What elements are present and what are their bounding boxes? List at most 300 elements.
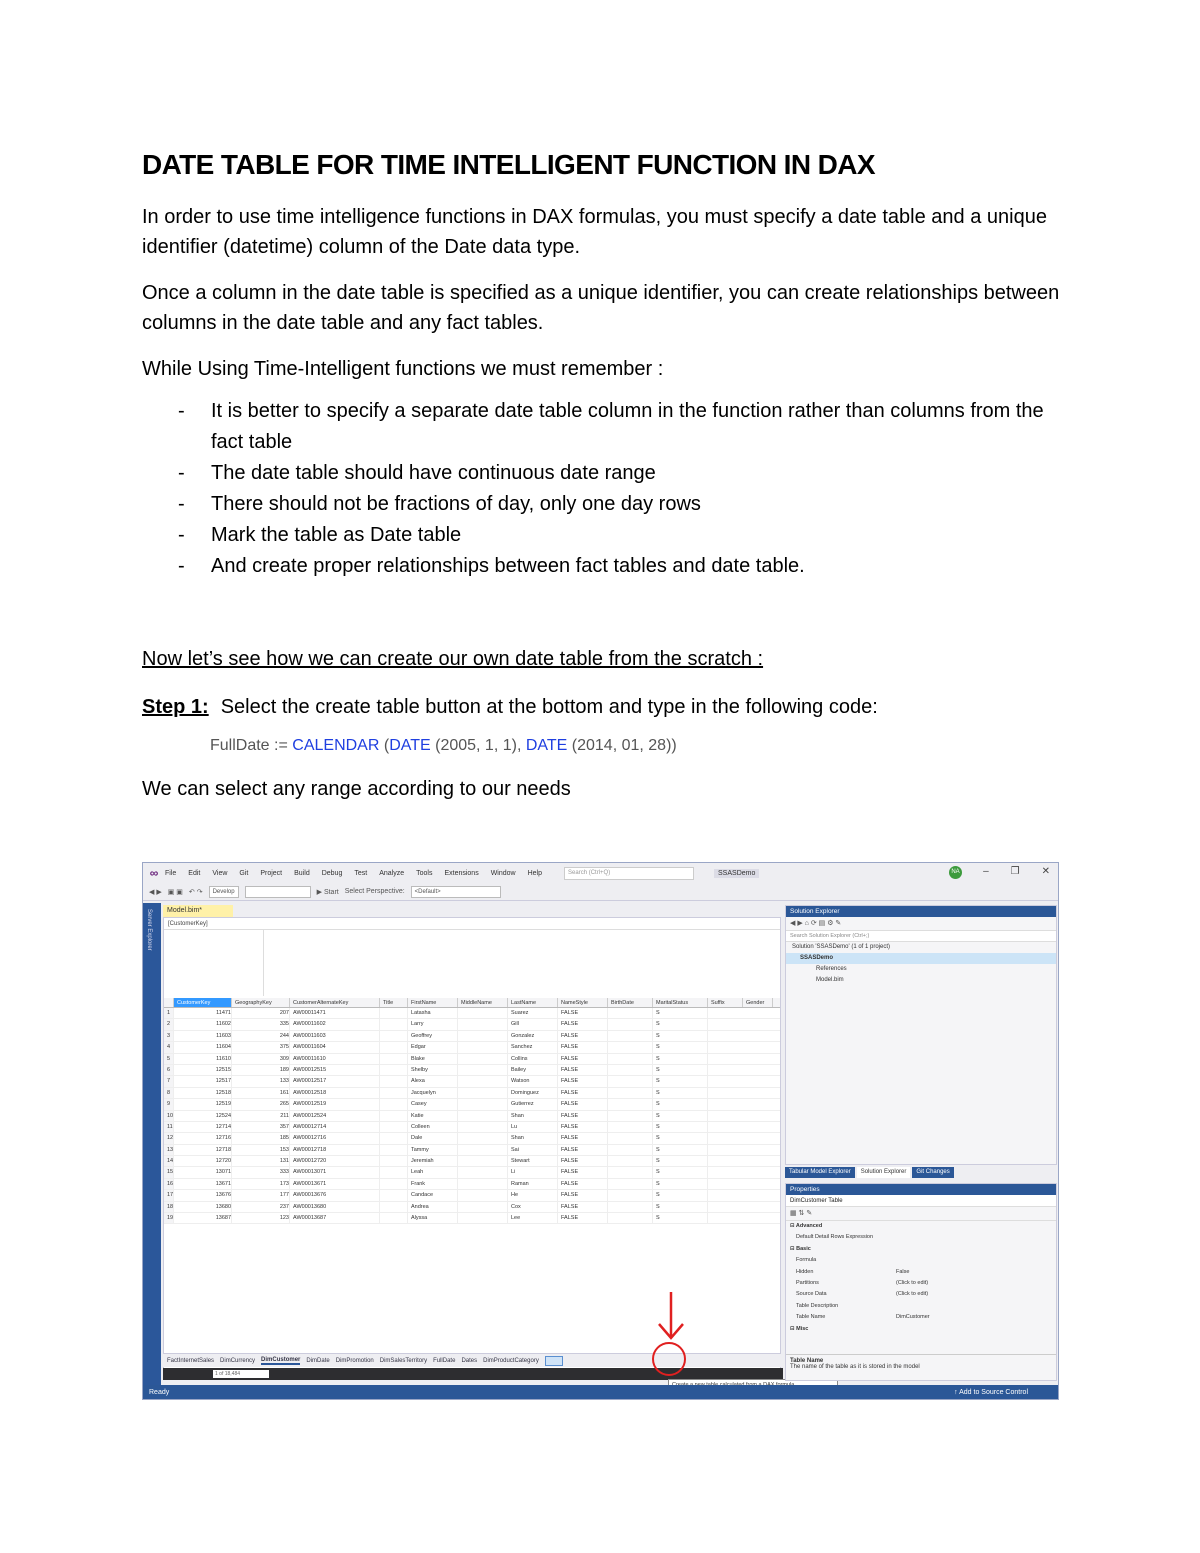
property-category[interactable] bbox=[786, 1221, 1056, 1232]
table-cell[interactable]: S bbox=[653, 1099, 708, 1109]
table-cell[interactable] bbox=[380, 1213, 408, 1223]
column-header[interactable]: Title bbox=[380, 998, 408, 1007]
sheet-tab[interactable]: Dates bbox=[461, 1357, 478, 1364]
table-cell[interactable]: FALSE bbox=[558, 1054, 608, 1064]
table-cell[interactable]: 335 bbox=[232, 1019, 290, 1029]
table-cell[interactable] bbox=[458, 1133, 508, 1143]
close-icon[interactable]: ✕ bbox=[1041, 866, 1050, 877]
table-row[interactable] bbox=[164, 1008, 780, 1019]
tree-item[interactable]: Solution 'SSASDemo' (1 of 1 project) bbox=[792, 944, 891, 950]
table-cell[interactable]: Shan bbox=[508, 1133, 558, 1143]
table-cell[interactable]: Gill bbox=[508, 1019, 558, 1029]
table-cell[interactable]: AW00011610 bbox=[290, 1054, 380, 1064]
table-cell[interactable]: Colleen bbox=[408, 1122, 458, 1132]
table-cell[interactable] bbox=[380, 1122, 408, 1132]
table-row[interactable] bbox=[164, 1088, 780, 1099]
table-cell[interactable] bbox=[458, 1122, 508, 1132]
table-cell[interactable]: 5 bbox=[164, 1054, 174, 1064]
table-cell[interactable]: 185 bbox=[232, 1133, 290, 1143]
table-cell[interactable]: AW00012515 bbox=[290, 1065, 380, 1075]
table-row[interactable] bbox=[164, 1065, 780, 1076]
table-cell[interactable]: S bbox=[653, 1076, 708, 1086]
table-row[interactable] bbox=[164, 1202, 780, 1213]
table-cell[interactable]: 11604 bbox=[174, 1042, 232, 1052]
table-cell[interactable]: S bbox=[653, 1088, 708, 1098]
table-cell[interactable]: 13676 bbox=[174, 1190, 232, 1200]
table-cell[interactable]: FALSE bbox=[558, 1122, 608, 1132]
table-cell[interactable]: 13 bbox=[164, 1145, 174, 1155]
table-cell[interactable]: 18 bbox=[164, 1202, 174, 1212]
table-cell[interactable] bbox=[380, 1190, 408, 1200]
table-cell[interactable]: Andrea bbox=[408, 1202, 458, 1212]
table-cell[interactable]: FALSE bbox=[558, 1156, 608, 1166]
table-cell[interactable] bbox=[458, 1076, 508, 1086]
table-cell[interactable]: AW00011602 bbox=[290, 1019, 380, 1029]
table-cell[interactable]: 3 bbox=[164, 1031, 174, 1041]
table-cell[interactable]: FALSE bbox=[558, 1179, 608, 1189]
table-row[interactable] bbox=[164, 1145, 780, 1156]
tab-model-bim[interactable]: Model.bim* bbox=[163, 905, 233, 917]
table-cell[interactable] bbox=[458, 1213, 508, 1223]
table-cell[interactable]: Larry bbox=[408, 1019, 458, 1029]
avatar[interactable]: NA bbox=[949, 866, 962, 879]
table-row[interactable] bbox=[164, 1076, 780, 1087]
column-header[interactable]: LastName bbox=[508, 998, 558, 1007]
menu-debug[interactable]: Debug bbox=[321, 869, 343, 877]
property-row[interactable] bbox=[786, 1267, 1056, 1278]
table-cell[interactable]: AW00011471 bbox=[290, 1008, 380, 1018]
table-cell[interactable] bbox=[458, 1088, 508, 1098]
table-cell[interactable] bbox=[608, 1156, 653, 1166]
table-cell[interactable]: 4 bbox=[164, 1042, 174, 1052]
property-row[interactable] bbox=[786, 1255, 1056, 1266]
table-cell[interactable]: AW00012519 bbox=[290, 1099, 380, 1109]
table-cell[interactable] bbox=[380, 1202, 408, 1212]
table-cell[interactable]: S bbox=[653, 1122, 708, 1132]
platform-dropdown[interactable] bbox=[245, 886, 311, 898]
table-row[interactable] bbox=[164, 1019, 780, 1030]
table-cell[interactable]: 17 bbox=[164, 1190, 174, 1200]
table-cell[interactable]: Dale bbox=[408, 1133, 458, 1143]
table-cell[interactable]: FALSE bbox=[558, 1042, 608, 1052]
table-cell[interactable] bbox=[458, 1019, 508, 1029]
table-cell[interactable]: FALSE bbox=[558, 1145, 608, 1155]
table-cell[interactable]: 12720 bbox=[174, 1156, 232, 1166]
table-cell[interactable]: 7 bbox=[164, 1076, 174, 1086]
property-row[interactable] bbox=[786, 1289, 1056, 1300]
table-cell[interactable]: 161 bbox=[232, 1088, 290, 1098]
table-cell[interactable]: S bbox=[653, 1145, 708, 1155]
table-cell[interactable]: FALSE bbox=[558, 1111, 608, 1121]
table-cell[interactable]: S bbox=[653, 1213, 708, 1223]
table-cell[interactable]: 11471 bbox=[174, 1008, 232, 1018]
table-cell[interactable] bbox=[458, 1190, 508, 1200]
table-cell[interactable] bbox=[608, 1213, 653, 1223]
property-value[interactable]: (Click to edit) bbox=[896, 1291, 929, 1298]
table-cell[interactable]: AW00012517 bbox=[290, 1076, 380, 1086]
restore-icon[interactable]: ❐ bbox=[1010, 866, 1020, 877]
table-cell[interactable] bbox=[608, 1019, 653, 1029]
menu-analyze[interactable]: Analyze bbox=[379, 869, 405, 877]
table-cell[interactable] bbox=[458, 1065, 508, 1075]
table-cell[interactable]: Gutierrez bbox=[508, 1099, 558, 1109]
table-cell[interactable] bbox=[608, 1133, 653, 1143]
table-cell[interactable]: Cox bbox=[508, 1202, 558, 1212]
table-row[interactable] bbox=[164, 1213, 780, 1224]
sheet-tab[interactable]: DimSalesTerritory bbox=[379, 1357, 428, 1364]
table-row[interactable] bbox=[164, 1054, 780, 1065]
table-cell[interactable]: FALSE bbox=[558, 1213, 608, 1223]
table-cell[interactable]: 244 bbox=[232, 1031, 290, 1041]
table-cell[interactable] bbox=[458, 1111, 508, 1121]
table-cell[interactable]: S bbox=[653, 1031, 708, 1041]
menu-file[interactable]: File bbox=[165, 869, 177, 877]
sheet-tab[interactable]: DimProductCategory bbox=[483, 1357, 539, 1364]
column-header[interactable]: Gender bbox=[743, 998, 773, 1007]
table-cell[interactable]: FALSE bbox=[558, 1065, 608, 1075]
properties-tools[interactable]: ▦ ⇅ ✎ bbox=[786, 1207, 1056, 1221]
table-cell[interactable]: AW00013676 bbox=[290, 1190, 380, 1200]
table-cell[interactable]: 12716 bbox=[174, 1133, 232, 1143]
table-cell[interactable] bbox=[380, 1167, 408, 1177]
table-cell[interactable]: 8 bbox=[164, 1088, 174, 1098]
table-cell[interactable]: Candace bbox=[408, 1190, 458, 1200]
table-cell[interactable]: S bbox=[653, 1065, 708, 1075]
column-header[interactable]: CustomerAlternateKey bbox=[290, 998, 380, 1007]
table-cell[interactable]: 11602 bbox=[174, 1019, 232, 1029]
minimize-icon[interactable]: – bbox=[983, 866, 989, 877]
table-cell[interactable]: Sai bbox=[508, 1145, 558, 1155]
column-header[interactable]: BirthDate bbox=[608, 998, 653, 1007]
table-cell[interactable]: 11603 bbox=[174, 1031, 232, 1041]
table-cell[interactable]: Raman bbox=[508, 1179, 558, 1189]
column-header[interactable]: FirstName bbox=[408, 998, 458, 1007]
table-cell[interactable]: FALSE bbox=[558, 1099, 608, 1109]
table-cell[interactable] bbox=[380, 1179, 408, 1189]
tree-item[interactable]: SSASDemo bbox=[786, 953, 1056, 964]
table-cell[interactable]: Dominguez bbox=[508, 1088, 558, 1098]
table-cell[interactable] bbox=[608, 1202, 653, 1212]
tab-tabular-model-explorer[interactable]: Tabular Model Explorer bbox=[785, 1167, 855, 1178]
table-cell[interactable]: Jacquelyn bbox=[408, 1088, 458, 1098]
table-cell[interactable]: 131 bbox=[232, 1156, 290, 1166]
table-cell[interactable] bbox=[458, 1054, 508, 1064]
table-cell[interactable]: 12718 bbox=[174, 1145, 232, 1155]
table-cell[interactable]: AW00013687 bbox=[290, 1213, 380, 1223]
table-cell[interactable] bbox=[458, 1145, 508, 1155]
table-cell[interactable] bbox=[458, 1099, 508, 1109]
table-cell[interactable]: FALSE bbox=[558, 1019, 608, 1029]
table-cell[interactable]: 9 bbox=[164, 1099, 174, 1109]
table-cell[interactable]: S bbox=[653, 1202, 708, 1212]
table-cell[interactable] bbox=[608, 1111, 653, 1121]
table-cell[interactable]: AW00012716 bbox=[290, 1133, 380, 1143]
table-cell[interactable] bbox=[608, 1167, 653, 1177]
table-cell[interactable]: FALSE bbox=[558, 1031, 608, 1041]
table-cell[interactable]: Latasha bbox=[408, 1008, 458, 1018]
table-cell[interactable]: 13680 bbox=[174, 1202, 232, 1212]
undo-icon[interactable]: ↶ ↷ bbox=[188, 888, 203, 896]
table-cell[interactable]: FALSE bbox=[558, 1167, 608, 1177]
table-cell[interactable] bbox=[458, 1179, 508, 1189]
table-cell[interactable]: 309 bbox=[232, 1054, 290, 1064]
table-cell[interactable] bbox=[608, 1179, 653, 1189]
table-cell[interactable]: S bbox=[653, 1190, 708, 1200]
table-cell[interactable] bbox=[608, 1054, 653, 1064]
table-cell[interactable]: Lu bbox=[508, 1122, 558, 1132]
table-cell[interactable] bbox=[608, 1065, 653, 1075]
column-header[interactable]: CustomerKey bbox=[174, 998, 232, 1007]
table-cell[interactable]: Li bbox=[508, 1167, 558, 1177]
server-explorer-tab[interactable] bbox=[143, 903, 161, 1393]
property-value[interactable]: (Click to edit) bbox=[896, 1279, 929, 1286]
table-cell[interactable]: S bbox=[653, 1054, 708, 1064]
menu-test[interactable]: Test bbox=[354, 869, 368, 877]
table-cell[interactable]: 10 bbox=[164, 1111, 174, 1121]
table-cell[interactable] bbox=[380, 1031, 408, 1041]
table-cell[interactable] bbox=[458, 1031, 508, 1041]
table-cell[interactable]: Alyssa bbox=[408, 1213, 458, 1223]
table-cell[interactable]: AW00012714 bbox=[290, 1122, 380, 1132]
table-cell[interactable]: AW00013671 bbox=[290, 1179, 380, 1189]
table-row[interactable] bbox=[164, 1179, 780, 1190]
column-header[interactable]: Suffix bbox=[708, 998, 743, 1007]
menu-window[interactable]: Window bbox=[490, 869, 516, 877]
save-icon[interactable]: ▣ ▣ bbox=[167, 888, 183, 896]
table-cell[interactable]: S bbox=[653, 1008, 708, 1018]
table-cell[interactable]: AW00012720 bbox=[290, 1156, 380, 1166]
table-cell[interactable]: 19 bbox=[164, 1213, 174, 1223]
table-cell[interactable] bbox=[380, 1133, 408, 1143]
column-header[interactable]: MaritalStatus bbox=[653, 998, 708, 1007]
config-dropdown[interactable]: Develop bbox=[209, 886, 239, 898]
table-cell[interactable]: 189 bbox=[232, 1065, 290, 1075]
table-cell[interactable]: 265 bbox=[232, 1099, 290, 1109]
table-cell[interactable]: FALSE bbox=[558, 1190, 608, 1200]
table-cell[interactable]: S bbox=[653, 1019, 708, 1029]
sheet-tab[interactable]: FullDate bbox=[433, 1357, 456, 1364]
table-row[interactable] bbox=[164, 1190, 780, 1201]
table-cell[interactable]: FALSE bbox=[558, 1133, 608, 1143]
table-cell[interactable]: AW00012718 bbox=[290, 1145, 380, 1155]
table-cell[interactable]: AW00011604 bbox=[290, 1042, 380, 1052]
table-cell[interactable]: S bbox=[653, 1156, 708, 1166]
table-cell[interactable]: Gonzalez bbox=[508, 1031, 558, 1041]
table-cell[interactable]: 123 bbox=[232, 1213, 290, 1223]
sheet-tab[interactable]: DimCustomer bbox=[261, 1356, 301, 1363]
solution-search-input[interactable]: Search Solution Explorer (Ctrl+;) bbox=[786, 931, 1056, 942]
table-cell[interactable]: Stewart bbox=[508, 1156, 558, 1166]
table-cell[interactable]: Geoffrey bbox=[408, 1031, 458, 1041]
table-cell[interactable]: 13687 bbox=[174, 1213, 232, 1223]
table-cell[interactable]: Casey bbox=[408, 1099, 458, 1109]
table-cell[interactable]: 15 bbox=[164, 1167, 174, 1177]
table-row[interactable] bbox=[164, 1133, 780, 1144]
table-cell[interactable] bbox=[608, 1031, 653, 1041]
table-cell[interactable] bbox=[608, 1088, 653, 1098]
table-cell[interactable]: Frank bbox=[408, 1179, 458, 1189]
table-cell[interactable]: AW00012518 bbox=[290, 1088, 380, 1098]
table-cell[interactable] bbox=[380, 1111, 408, 1121]
table-cell[interactable]: Blake bbox=[408, 1054, 458, 1064]
table-cell[interactable]: 12518 bbox=[174, 1088, 232, 1098]
table-cell[interactable]: FALSE bbox=[558, 1008, 608, 1018]
table-cell[interactable] bbox=[608, 1190, 653, 1200]
create-table-button[interactable] bbox=[545, 1356, 563, 1366]
formula-bar[interactable]: [CustomerKey] bbox=[164, 918, 780, 930]
table-cell[interactable] bbox=[608, 1076, 653, 1086]
table-cell[interactable] bbox=[380, 1076, 408, 1086]
property-row[interactable] bbox=[786, 1312, 1056, 1323]
table-cell[interactable]: 153 bbox=[232, 1145, 290, 1155]
table-cell[interactable] bbox=[380, 1054, 408, 1064]
table-cell[interactable] bbox=[608, 1008, 653, 1018]
menu-git[interactable]: Git bbox=[239, 869, 249, 877]
table-cell[interactable]: AW00011603 bbox=[290, 1031, 380, 1041]
table-cell[interactable] bbox=[458, 1042, 508, 1052]
table-cell[interactable]: He bbox=[508, 1190, 558, 1200]
table-cell[interactable]: 13071 bbox=[174, 1167, 232, 1177]
table-cell[interactable] bbox=[458, 1167, 508, 1177]
table-cell[interactable]: S bbox=[653, 1179, 708, 1189]
table-cell[interactable]: 375 bbox=[232, 1042, 290, 1052]
table-cell[interactable]: S bbox=[653, 1042, 708, 1052]
table-cell[interactable] bbox=[380, 1145, 408, 1155]
table-cell[interactable] bbox=[380, 1088, 408, 1098]
tree-item[interactable]: Model.bim bbox=[816, 977, 844, 983]
table-cell[interactable]: Sanchez bbox=[508, 1042, 558, 1052]
tab-git-changes[interactable]: Git Changes bbox=[912, 1167, 953, 1178]
table-cell[interactable]: 1 bbox=[164, 1008, 174, 1018]
table-cell[interactable] bbox=[458, 1156, 508, 1166]
table-cell[interactable] bbox=[608, 1042, 653, 1052]
table-cell[interactable]: 14 bbox=[164, 1156, 174, 1166]
table-cell[interactable] bbox=[380, 1008, 408, 1018]
table-cell[interactable]: FALSE bbox=[558, 1202, 608, 1212]
table-cell[interactable] bbox=[380, 1065, 408, 1075]
table-cell[interactable]: S bbox=[653, 1167, 708, 1177]
tab-solution-explorer[interactable]: Solution Explorer bbox=[857, 1167, 911, 1178]
table-cell[interactable] bbox=[608, 1099, 653, 1109]
back-icon[interactable]: ◀ ▶ bbox=[149, 888, 162, 896]
table-cell[interactable]: 12524 bbox=[174, 1111, 232, 1121]
table-cell[interactable]: Watson bbox=[508, 1076, 558, 1086]
menu-build[interactable]: Build bbox=[294, 869, 310, 877]
table-cell[interactable]: Shelby bbox=[408, 1065, 458, 1075]
table-cell[interactable]: 13671 bbox=[174, 1179, 232, 1189]
property-value[interactable]: False bbox=[896, 1268, 910, 1275]
tree-item[interactable]: References bbox=[816, 966, 847, 972]
table-cell[interactable] bbox=[458, 1008, 508, 1018]
table-cell[interactable]: Collins bbox=[508, 1054, 558, 1064]
table-cell[interactable]: 173 bbox=[232, 1179, 290, 1189]
sheet-tab[interactable]: DimCurrency bbox=[220, 1357, 256, 1364]
table-cell[interactable]: AW00013680 bbox=[290, 1202, 380, 1212]
table-cell[interactable]: Shan bbox=[508, 1111, 558, 1121]
table-cell[interactable] bbox=[380, 1099, 408, 1109]
table-cell[interactable]: 11 bbox=[164, 1122, 174, 1132]
table-cell[interactable]: 6 bbox=[164, 1065, 174, 1075]
search-input[interactable]: Search (Ctrl+Q) bbox=[564, 867, 694, 880]
table-cell[interactable]: Bailey bbox=[508, 1065, 558, 1075]
table-cell[interactable]: Tammy bbox=[408, 1145, 458, 1155]
property-value[interactable]: DimCustomer bbox=[896, 1314, 930, 1321]
table-cell[interactable]: 357 bbox=[232, 1122, 290, 1132]
sheet-tab[interactable]: DimPromotion bbox=[335, 1357, 374, 1364]
table-cell[interactable]: Suarez bbox=[508, 1008, 558, 1018]
table-cell[interactable]: 12519 bbox=[174, 1099, 232, 1109]
table-cell[interactable]: 12 bbox=[164, 1133, 174, 1143]
table-cell[interactable]: 11610 bbox=[174, 1054, 232, 1064]
table-cell[interactable]: 333 bbox=[232, 1167, 290, 1177]
table-cell[interactable] bbox=[380, 1019, 408, 1029]
start-button[interactable]: ▶ Start bbox=[316, 888, 339, 896]
column-header[interactable]: GeographyKey bbox=[232, 998, 290, 1007]
object-selector[interactable]: DimCustomer Table bbox=[786, 1195, 1056, 1207]
table-cell[interactable]: 133 bbox=[232, 1076, 290, 1086]
table-row[interactable] bbox=[164, 1031, 780, 1042]
table-row[interactable] bbox=[164, 1122, 780, 1133]
table-row[interactable] bbox=[164, 1042, 780, 1053]
menu-tools[interactable]: Tools bbox=[416, 869, 433, 877]
sheet-tab[interactable]: FactInternetSales bbox=[167, 1357, 215, 1364]
table-cell[interactable]: 12517 bbox=[174, 1076, 232, 1086]
menu-view[interactable]: View bbox=[212, 869, 228, 877]
table-cell[interactable]: 211 bbox=[232, 1111, 290, 1121]
table-cell[interactable]: Edgar bbox=[408, 1042, 458, 1052]
table-cell[interactable]: 207 bbox=[232, 1008, 290, 1018]
table-cell[interactable]: AW00012524 bbox=[290, 1111, 380, 1121]
table-cell[interactable]: Leah bbox=[408, 1167, 458, 1177]
property-category[interactable] bbox=[786, 1324, 1056, 1335]
menu-edit[interactable]: Edit bbox=[188, 869, 201, 877]
property-row[interactable] bbox=[786, 1301, 1056, 1312]
table-cell[interactable] bbox=[380, 1042, 408, 1052]
column-header[interactable]: MiddleName bbox=[458, 998, 508, 1007]
menu-project[interactable]: Project bbox=[260, 869, 283, 877]
source-control-button[interactable]: ↑ Add to Source Control bbox=[954, 1389, 1028, 1396]
table-cell[interactable] bbox=[608, 1145, 653, 1155]
table-cell[interactable]: 177 bbox=[232, 1190, 290, 1200]
table-cell[interactable]: Alexa bbox=[408, 1076, 458, 1086]
table-row[interactable] bbox=[164, 1167, 780, 1178]
column-header[interactable]: NameStyle bbox=[558, 998, 608, 1007]
table-cell[interactable]: 12714 bbox=[174, 1122, 232, 1132]
table-cell[interactable] bbox=[608, 1122, 653, 1132]
menu-help[interactable]: Help bbox=[527, 869, 543, 877]
table-cell[interactable]: Katie bbox=[408, 1111, 458, 1121]
table-row[interactable] bbox=[164, 1111, 780, 1122]
menu-extensions[interactable]: Extensions bbox=[444, 869, 479, 877]
property-category[interactable] bbox=[786, 1244, 1056, 1255]
table-cell[interactable]: Lee bbox=[508, 1213, 558, 1223]
table-cell[interactable]: 2 bbox=[164, 1019, 174, 1029]
table-row[interactable] bbox=[164, 1099, 780, 1110]
table-row[interactable] bbox=[164, 1156, 780, 1167]
property-row[interactable] bbox=[786, 1232, 1056, 1243]
table-cell[interactable]: FALSE bbox=[558, 1088, 608, 1098]
table-cell[interactable]: S bbox=[653, 1111, 708, 1121]
solution-explorer-tools[interactable]: ◀ ▶ ⌂ ⟳ ▤ ⚙ ✎ bbox=[786, 917, 1056, 931]
measure-grid[interactable] bbox=[164, 930, 264, 996]
table-cell[interactable]: 12515 bbox=[174, 1065, 232, 1075]
perspective-dropdown[interactable]: <Default> bbox=[411, 886, 501, 898]
table-cell[interactable]: 16 bbox=[164, 1179, 174, 1189]
table-cell[interactable]: FALSE bbox=[558, 1076, 608, 1086]
table-cell[interactable]: Jeremiah bbox=[408, 1156, 458, 1166]
table-cell[interactable]: S bbox=[653, 1133, 708, 1143]
table-cell[interactable]: AW00013071 bbox=[290, 1167, 380, 1177]
